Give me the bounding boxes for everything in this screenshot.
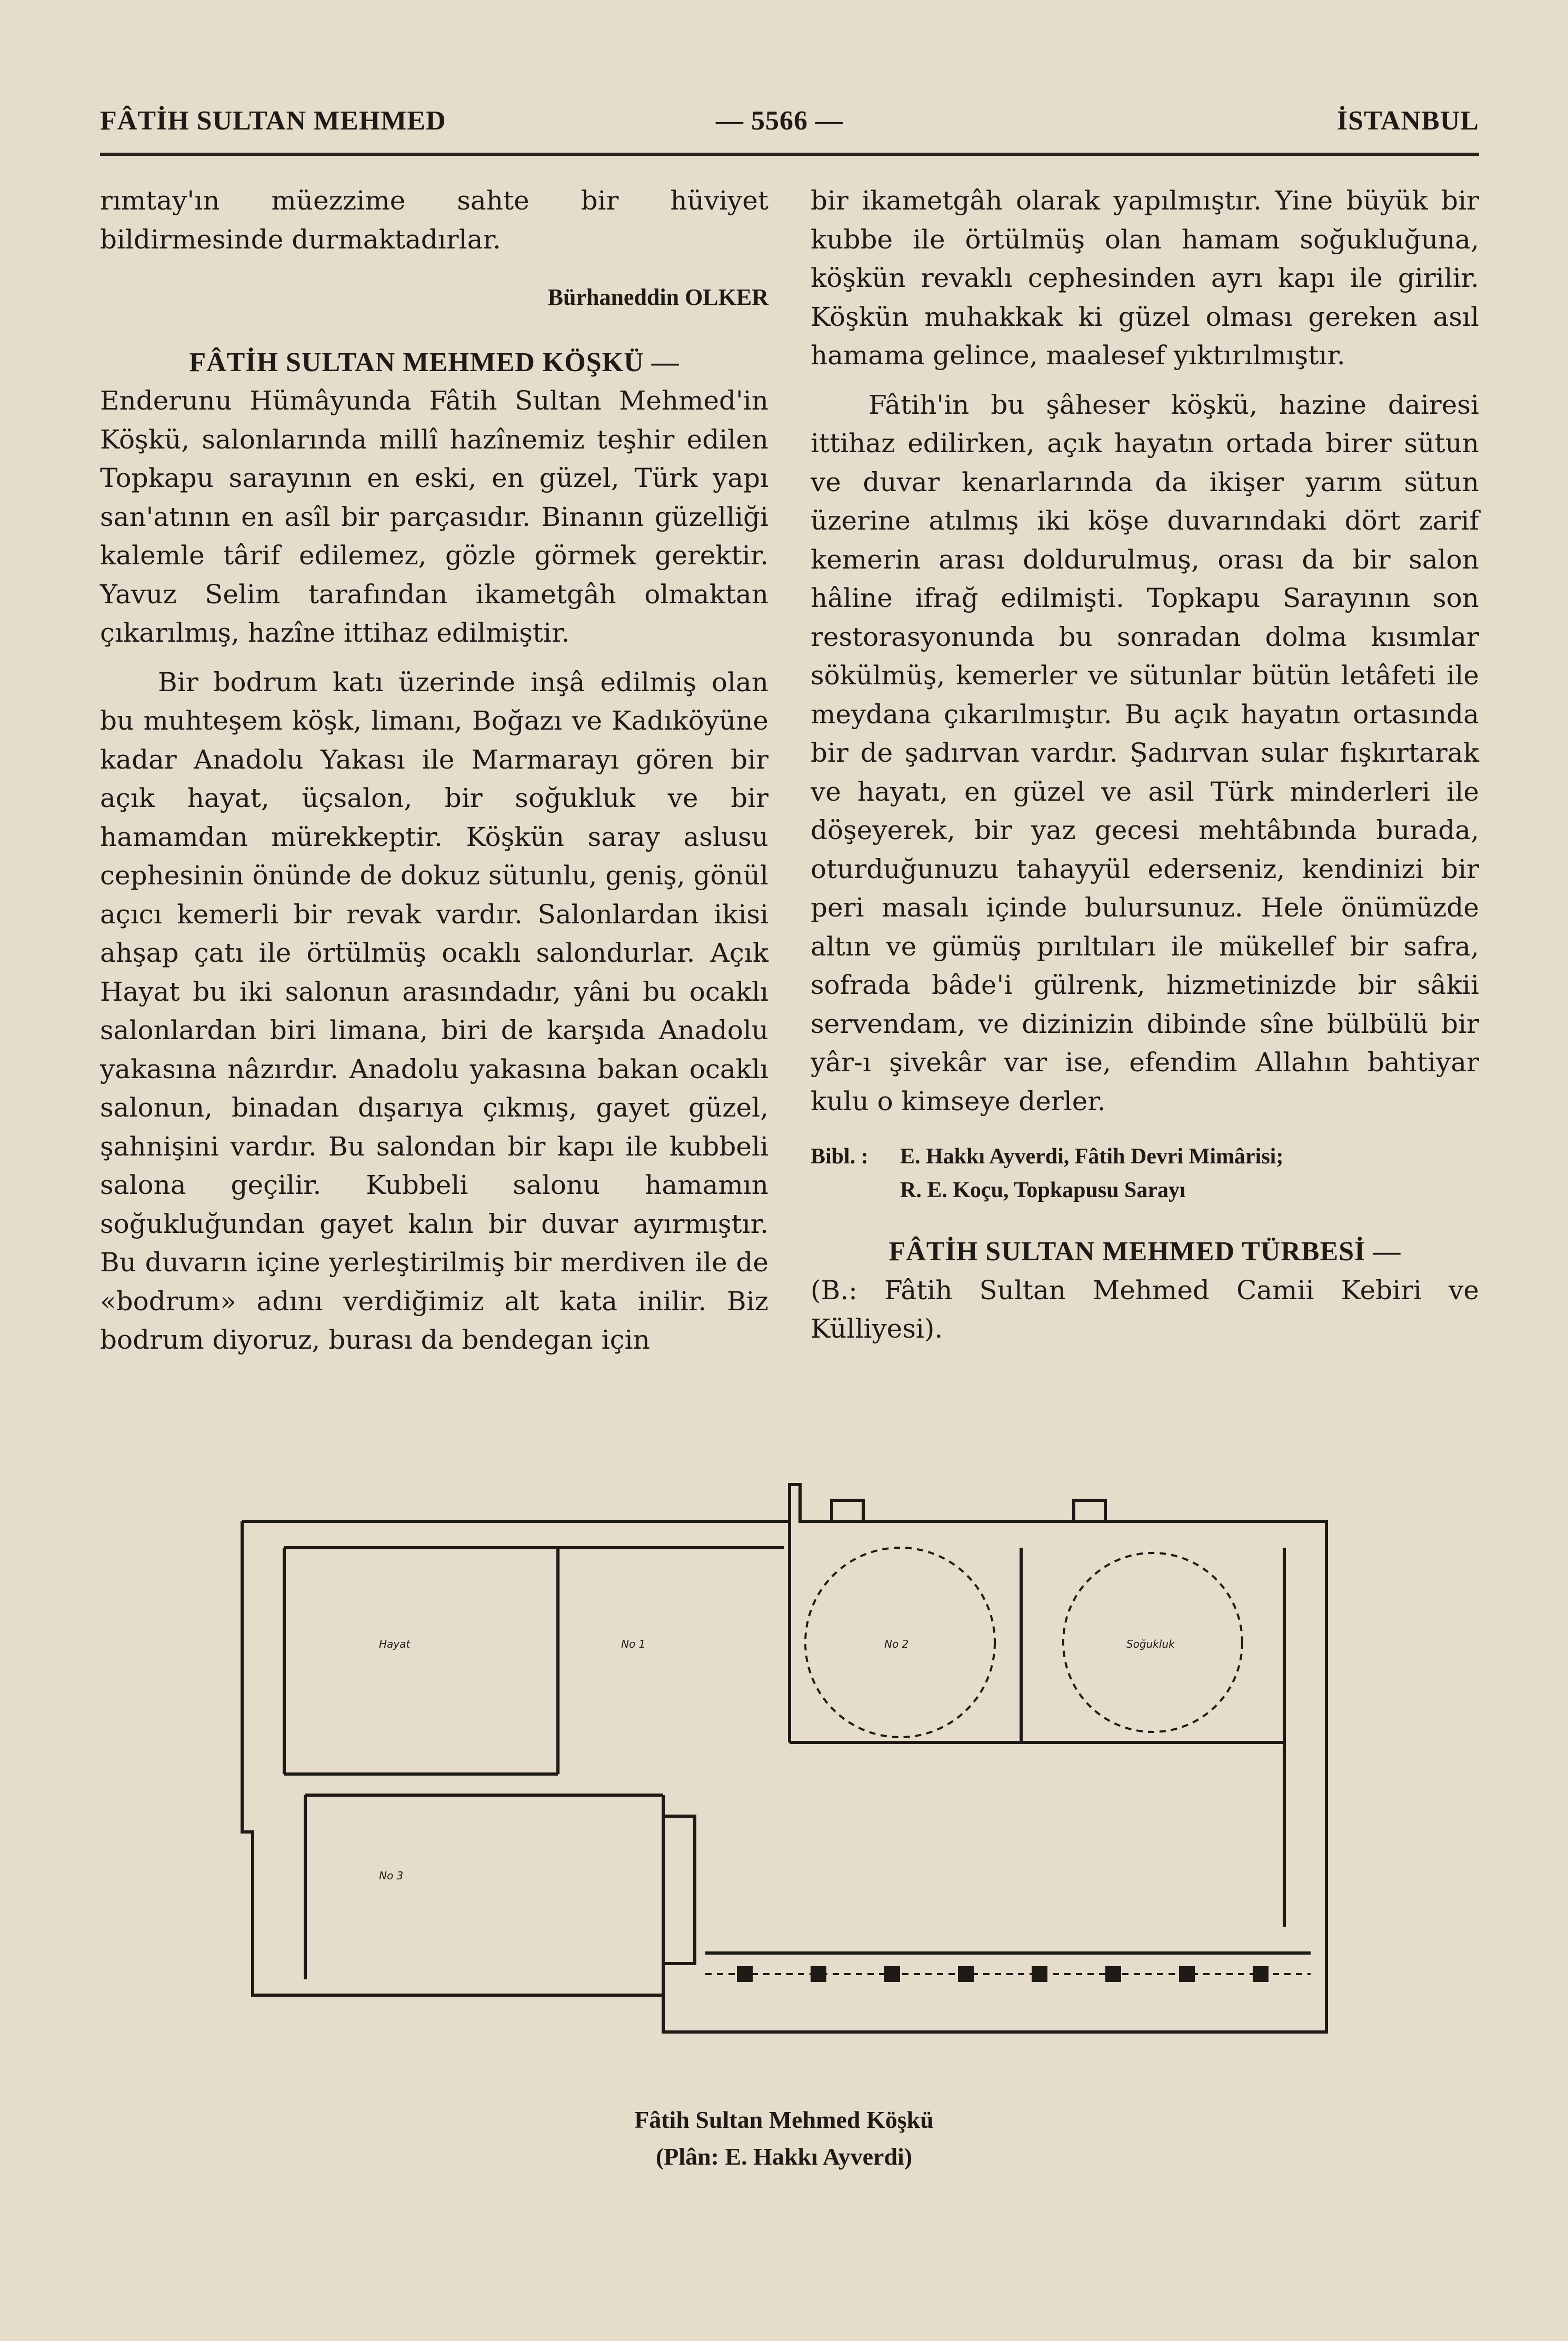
plan-label-sogukluk: Soğukluk xyxy=(1126,1638,1175,1650)
plan-label-no1: No 1 xyxy=(621,1638,646,1650)
plan-label-hayat: Hayat xyxy=(379,1638,411,1650)
bibliography-label: Bibl. : xyxy=(811,1144,868,1169)
plan-column xyxy=(1253,1966,1269,1982)
page-number: — 5566 — xyxy=(716,106,843,136)
header-rule xyxy=(100,153,1479,156)
paragraph: rımtay'ın müezzime sahte bir hüviyet bildirmesinde durmaktadırlar. xyxy=(100,185,768,255)
plan-column xyxy=(958,1966,974,1982)
floor-plan xyxy=(232,1479,1337,2058)
entry-heading: FÂTİH SULTAN MEHMED TÜRBESİ — xyxy=(888,1237,1401,1267)
plan-column xyxy=(737,1966,753,1982)
plan-column xyxy=(1179,1966,1195,1982)
figure-caption: Fâtih Sultan Mehmed Köşkü xyxy=(634,2106,934,2133)
bibliography-entry: R. E. Koçu, Topkapusu Sarayı xyxy=(900,1178,1186,1202)
author-signature: Bürhaneddin OLKER xyxy=(547,284,768,310)
plan-label-no3: No 3 xyxy=(379,1869,404,1882)
paragraph: Bir bodrum katı üzerinde inşâ edilmiş olan bu muhteşem köşk, limanı, Boğazı ve Kadıköyüne kadar Anadolu Yakası ile Marmarayı gören bir açık hayat, üçsalon, bir soğukluk ve bir hamamdan mürekkeptir. Köşkün saray aslusu cephesinin önünde de dokuz sütunlu, geniş, gönül açıcı kemerli bir revak vardır. Salonlardan ikisi ahşap çatı ile örtülmüş ocaklı salondurlar. Açık Hayat bu iki salonun arasındadır, yâni bu ocaklı salonlardan biri limana, biri de karşıda Anadolu yakasına nâzırdır. Anadolu yakasına bakan ocaklı salonun, binadan dışarıya çıkmış, gayet güzel, şahnişini vardır. Bu salondan bir kapı ile kubbeli salona geçilir. Kubbeli salonu hamamın soğukluğundan gayet kalın bir duvar ayırmıştır. Bu duvarın içine yerleştirilmiş bir merdiven ile de «bodrum» adını verdiğimiz alt kata inilir. Biz bodrum diyoruz, burası da bendegan için xyxy=(100,666,768,1355)
plan-label-no2: No 2 xyxy=(884,1638,909,1650)
header-section: İSTANBUL xyxy=(1336,106,1479,136)
paragraph: Enderunu Hümâyunda Fâtih Sultan Mehmed'in Köşkü, salonlarında millî hazînemiz teşhir edilen Topkapu sarayının en eski, en güzel, Türk yapı san'atının en asîl bir parçasıdır. Binanın güzelliği kalemle târif edilemez, gözle görmek gerektir. Yavuz Selim tarafından ikametgâh olmaktan çıkarılmış, hazîne ittihaz edilmiştir. xyxy=(100,385,768,648)
plan-pier xyxy=(1074,1500,1105,1521)
bibliography-entry: E. Hakkı Ayverdi, Fâtih Devri Mimârisi; xyxy=(900,1144,1284,1169)
right-column xyxy=(811,182,1479,1359)
plan-outline xyxy=(242,1485,1326,2032)
paragraph: (B.: Fâtih Sultan Mehmed Camii Kebiri ve Külliyesi). xyxy=(811,1274,1479,1344)
plan-column xyxy=(1105,1966,1121,1982)
bibliography xyxy=(811,1140,1479,1207)
figure-credit: (Plân: E. Hakkı Ayverdi) xyxy=(655,2143,913,2170)
plan-pier xyxy=(663,1816,695,1964)
plan-pier xyxy=(832,1500,863,1521)
entry-heading: FÂTİH SULTAN MEHMED KÖŞKÜ — xyxy=(189,347,680,377)
plan-column xyxy=(1032,1966,1047,1982)
plan-column xyxy=(811,1966,826,1982)
paragraph: Fâtih'in bu şâheser köşkü, hazine dairesi ittihaz edilirken, açık hayatın ortada birer sütun ve duvar kenarlarında da ikişer yarım sütun üzerine atılmış iki köşe duvarındaki dört zarif kemerin arası doldurulmuş, orası da bir salon hâline ifrağ edilmişti. Topkapu Sarayının son restorasyonunda bu sonradan dolma kısımlar sökülmüş, kemerler ve sütunlar bütün letâfeti ile meydana çıkarılmıştır. Bu açık hayatın ortasında bir de şadırvan vardır. Şadırvan sular fışkırtarak ve hayatı, en güzel ve asil Türk minderleri ile döşeyerek, bir yaz gecesi mehtâbında burada, oturduğunuzu tahayyül ederseniz, kendinizi bir peri masalı içinde bulursunuz. Hele önümüzde altın ve gümüş pırıltıları ile mükellef bir safra, sofrada bâde'i gülrenk, hizmetinizde bir sâkii servendam, ve dizinizin dibinde sîne bülbülü bir yâr-ı şivekâr var ise, efendim Allahın bahtiyar kulu o kimseye derler. xyxy=(811,389,1479,1117)
plan-column xyxy=(884,1966,900,1982)
header-title: FÂTİH SULTAN MEHMED xyxy=(100,106,446,136)
running-header xyxy=(100,105,1479,142)
paragraph: bir ikametgâh olarak yapılmıştır. Yine büyük bir kubbe ile örtülmüş olan hamam soğukluğuna, köşkün revaklı cephesinden ayrı kapı ile girilir. Köşkün muhakkak ki güzel olması gereken asıl hamama gelince, maalesef yıktırılmıştır. xyxy=(811,185,1479,371)
left-column xyxy=(100,182,768,1370)
